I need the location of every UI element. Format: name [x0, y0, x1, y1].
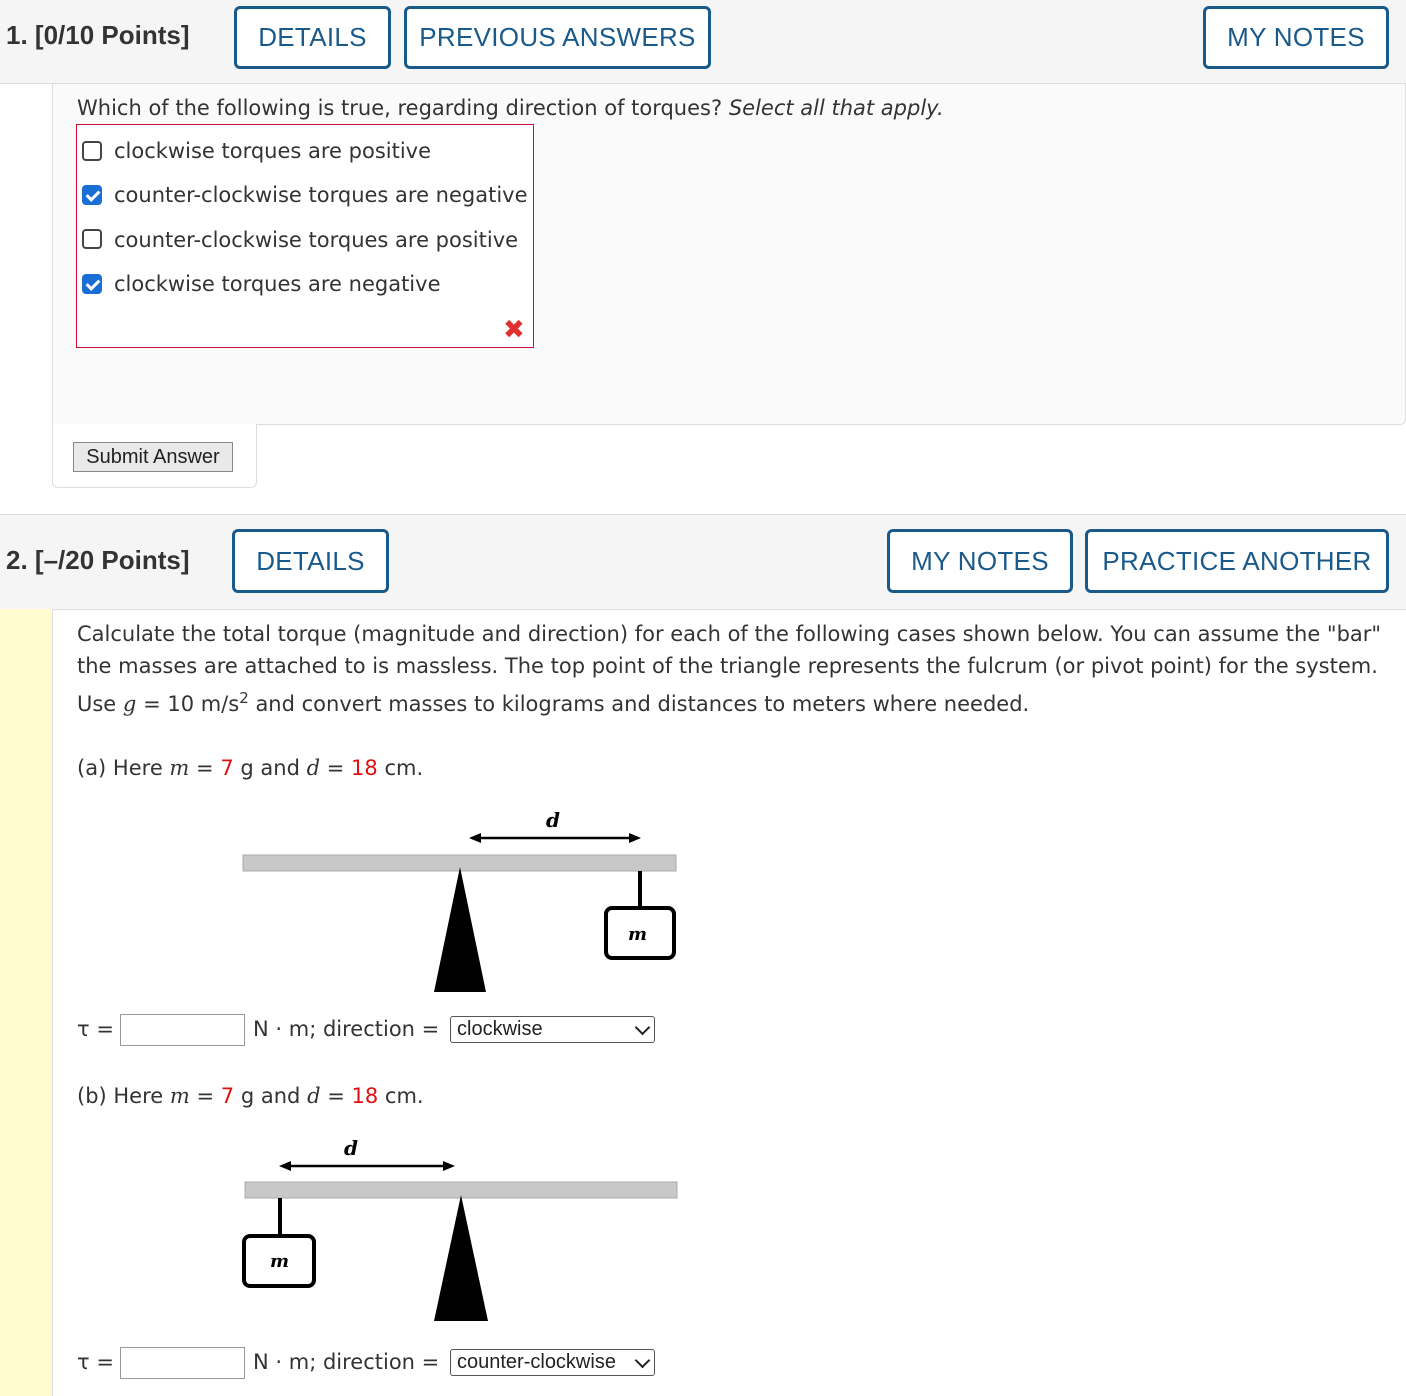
arrowhead-left [279, 1161, 291, 1171]
q1-option-3-label[interactable]: clockwise torques are negative [114, 272, 441, 296]
part-b-figure [240, 1133, 680, 1325]
q2-my-notes-button[interactable]: MY NOTES [887, 529, 1073, 593]
q2-points: [–/20 Points] [34, 545, 190, 575]
q1-option-1-checkbox[interactable] [82, 185, 102, 205]
part-a-tau-label: τ = [77, 1017, 114, 1041]
q1-option-0-checkbox[interactable] [82, 141, 102, 161]
distance-label: d [546, 808, 560, 832]
q2-intro-line1: Calculate the total torque (magnitude and direction) for each of the following cases shown below. You can assume the "bar" [77, 622, 1382, 646]
incorrect-x-icon: ✖ [503, 315, 525, 345]
lever-bar [243, 855, 676, 871]
q1-my-notes-button[interactable]: MY NOTES [1203, 6, 1389, 69]
mass-label: m [270, 1251, 290, 1272]
q1-prompt: Which of the following is true, regarding direction of torques? Select all that apply. [77, 96, 944, 120]
q1-option-2-checkbox[interactable] [82, 229, 102, 249]
q2-practice-another-button[interactable]: PRACTICE ANOTHER [1085, 529, 1389, 593]
q2-details-button[interactable]: DETAILS [232, 529, 389, 593]
q1-points: [0/10 Points] [34, 20, 190, 50]
q2-intro-line2: the masses are attached to is massless. The top point of the triangle represents the fulcrum (or pivot point) for the system. [77, 654, 1378, 678]
q2-intro-line3: Use g = 10 $m/s^2$ and convert masses to kilograms and distances to meters where needed. [77, 689, 1030, 716]
arrowhead-right [629, 833, 641, 843]
fulcrum-triangle [434, 1195, 488, 1321]
part-a-torque-input[interactable] [120, 1014, 245, 1046]
part-b-statement: (b) Here m = 7 g and d = 18 cm. [77, 1084, 424, 1108]
chevron-down-icon [635, 1353, 651, 1369]
q1-previous-answers-button[interactable]: PREVIOUS ANSWERS [404, 6, 711, 69]
mass-label: m [628, 924, 648, 945]
q1-details-button[interactable]: DETAILS [234, 6, 391, 69]
part-b-units: N · m; direction = [253, 1350, 440, 1374]
q1-option-2-label[interactable]: counter-clockwise torques are positive [114, 228, 519, 252]
q1-option-1-label[interactable]: counter-clockwise torques are negative [114, 183, 528, 207]
part-b-direction-select[interactable]: counter-clockwise [450, 1349, 655, 1376]
arrowhead-right [443, 1161, 455, 1171]
q1-option-0-label[interactable]: clockwise torques are positive [114, 139, 432, 163]
q2-number: 2. [–/20 Points] [6, 545, 190, 575]
chevron-down-icon [635, 1020, 651, 1036]
q1-option-3-checkbox[interactable] [82, 274, 102, 294]
part-a-direction-select[interactable]: clockwise [450, 1016, 655, 1043]
part-b-torque-input[interactable] [120, 1347, 245, 1379]
submit-answer-button[interactable]: Submit Answer [73, 442, 233, 472]
arrowhead-left [469, 833, 481, 843]
part-b-tau-label: τ = [77, 1350, 114, 1374]
fulcrum-triangle [434, 867, 486, 992]
part-a-units: N · m; direction = [253, 1017, 440, 1041]
distance-label: d [344, 1136, 358, 1160]
q1-number: 1. [0/10 Points] [6, 20, 190, 50]
part-a-statement: (a) Here m = 7 g and d = 18 cm. [77, 756, 424, 780]
q2-side-strip [0, 609, 53, 1396]
part-a-figure [240, 805, 680, 997]
